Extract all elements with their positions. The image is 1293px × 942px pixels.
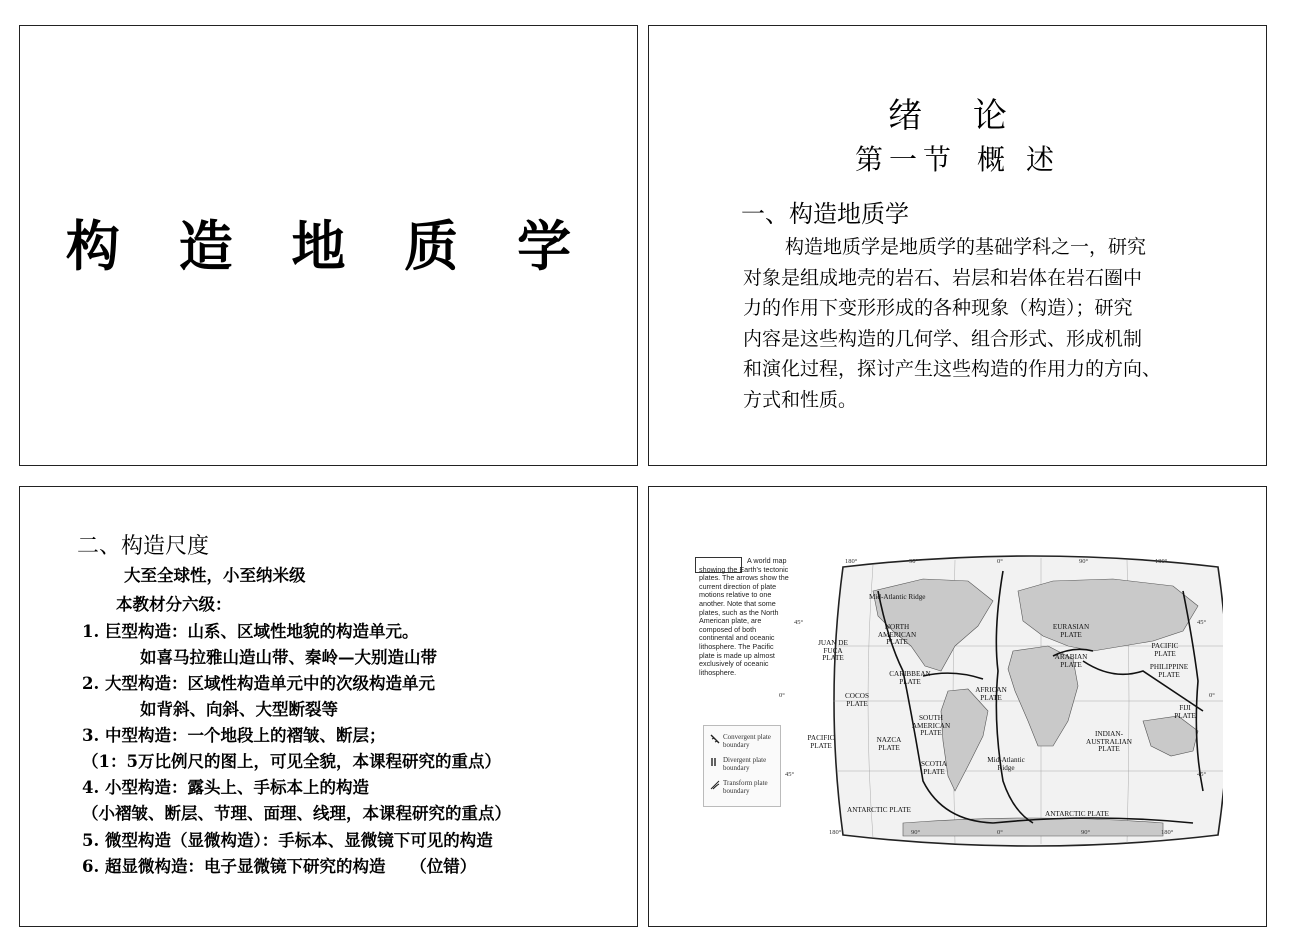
plate-label: ANTARCTIC PLATE [1045,810,1109,818]
scale-item-3: 3. 中型构造：一个地段上的褶皱、断层； [82,726,386,745]
map-caption: A world map showing the Earth's tectonic plates. The arrows show the current direction of plate motions relative to one another. Note that some plates, such as the North American plate, are composed of both continental and oceanic lithosphere. The Pacific plate is made up almost exclusively of oceanic lithosphere. [699,556,789,677]
scale-item-6: 6. 超显微构造：电子显微镜下研究的构造 （位错） [82,857,477,876]
slide-introduction [648,25,1267,466]
plate-label: NORTH AMERICAN PLATE [877,623,917,646]
plate-label: Mid-Atlantic Ridge [869,593,926,601]
scale-item-4-note: （小褶皱、断层、节理、面理、线理，本课程研究的重点） [82,804,511,823]
plate-label: FIJI PLATE [1174,704,1196,720]
paragraph-line: 对象是组成地壳的岩石、岩层和岩体在岩石圈中 [743,266,1143,289]
plate-label: JUAN DE FUCA PLATE [818,639,848,662]
section-title [649,138,1266,178]
plate-label: NAZCA PLATE [876,736,902,752]
longitude-label: 90° [911,829,921,836]
latitude-label: 45° [1197,619,1207,626]
scale-item-2: 2. 大型构造：区域性构造单元中的次级构造单元 [82,674,435,693]
scale-item-4: 4. 小型构造：露头上、手标本上的构造 [82,778,369,797]
chapter-title: 绪 论 [888,96,1027,136]
paragraph-line: 方式和性质。 [743,388,858,411]
longitude-label: 180° [1161,829,1174,836]
plate-label: SOUTH AMERICAN PLATE [911,714,951,737]
latitude-label: 45° [794,619,804,626]
section-name: 概 述 [977,143,1060,176]
latitude-label: 45° [1197,771,1207,778]
longitude-label: 90° [1079,558,1089,565]
scale-item-1-example: 如喜马拉雅山造山带、秦岭—大别造山带 [140,648,437,667]
convergent-boundary-icon [710,734,720,744]
latitude-label: 45° [785,771,795,778]
paragraph-line: 构造地质学是地质学的基础学科之一，研究 [785,236,1147,258]
paragraph-line: 力的作用下变形形成的各种现象（构造）；研究 [743,297,1133,319]
legend-divergent: Divergent plate boundary [710,757,774,775]
transform-boundary-icon [710,780,720,790]
paragraph-line: 内容是这些构造的几何学、组合形式、形成机制 [743,327,1143,350]
map-legend [703,725,781,807]
plate-label: Mid-Atlantic Ridge [987,756,1025,772]
six-levels-text: 本教材分六级： [116,595,232,614]
plate-label: PACIFIC PLATE [1151,642,1179,658]
slide-title [19,25,638,466]
divergent-boundary-icon [710,757,720,767]
subsection-heading: 一、构造地质学 [741,200,909,228]
paragraph-line: 和演化过程，探讨产生这些构造的作用力的方向、 [743,358,1162,380]
plate-label: EURASIAN PLATE [1052,623,1090,639]
section-number: 第一节 [855,143,958,176]
plate-label: ARABIAN PLATE [1054,653,1088,669]
longitude-label: 90° [909,558,919,565]
plate-label: AFRICAN PLATE [975,686,1007,702]
longitude-label: 180° [1155,558,1168,565]
legend-convergent: Convergent plate boundary [710,734,774,752]
latitude-label: 0° [1209,692,1215,699]
slide-structural-scales [19,486,638,927]
legend-transform: Transform plate boundary [710,780,774,798]
scales-heading: 二、构造尺度 [77,534,210,559]
longitude-label: 0° [997,558,1003,565]
plate-label: ANTARCTIC PLATE [847,806,911,814]
scale-item-5: 5. 微型构造（显微构造）：手标本、显微镜下可见的构造 [82,831,493,850]
longitude-label: 180° [845,558,858,565]
plate-label: INDIAN-AUSTRALIAN PLATE [1086,730,1132,753]
plate-label: PACIFIC PLATE [807,734,835,750]
longitude-label: 0° [997,829,1003,836]
scale-range-text: 大至全球性，小至纳米级 [124,566,306,585]
scale-item-2-example: 如背斜、向斜、大型断裂等 [140,700,338,719]
latitude-label: 0° [779,692,785,699]
plate-label: PHILIPPINE PLATE [1149,663,1189,679]
longitude-label: 90° [1081,829,1091,836]
scale-item-1: 1. 巨型构造：山系、区域性地貌的构造单元。 [82,622,419,641]
plate-label: SCOTIA PLATE [921,760,947,776]
course-title: 构 造 地 质 学 [65,214,592,278]
plate-label: COCOS PLATE [845,692,869,708]
plate-label: CARIBBEAN PLATE [889,670,931,686]
definition-paragraph [743,232,1188,415]
longitude-label: 180° [829,829,842,836]
slide-plate-map [648,486,1267,927]
scale-item-3-note: （1：5万比例尺的图上，可见全貌，本课程研究的重点） [82,752,501,771]
